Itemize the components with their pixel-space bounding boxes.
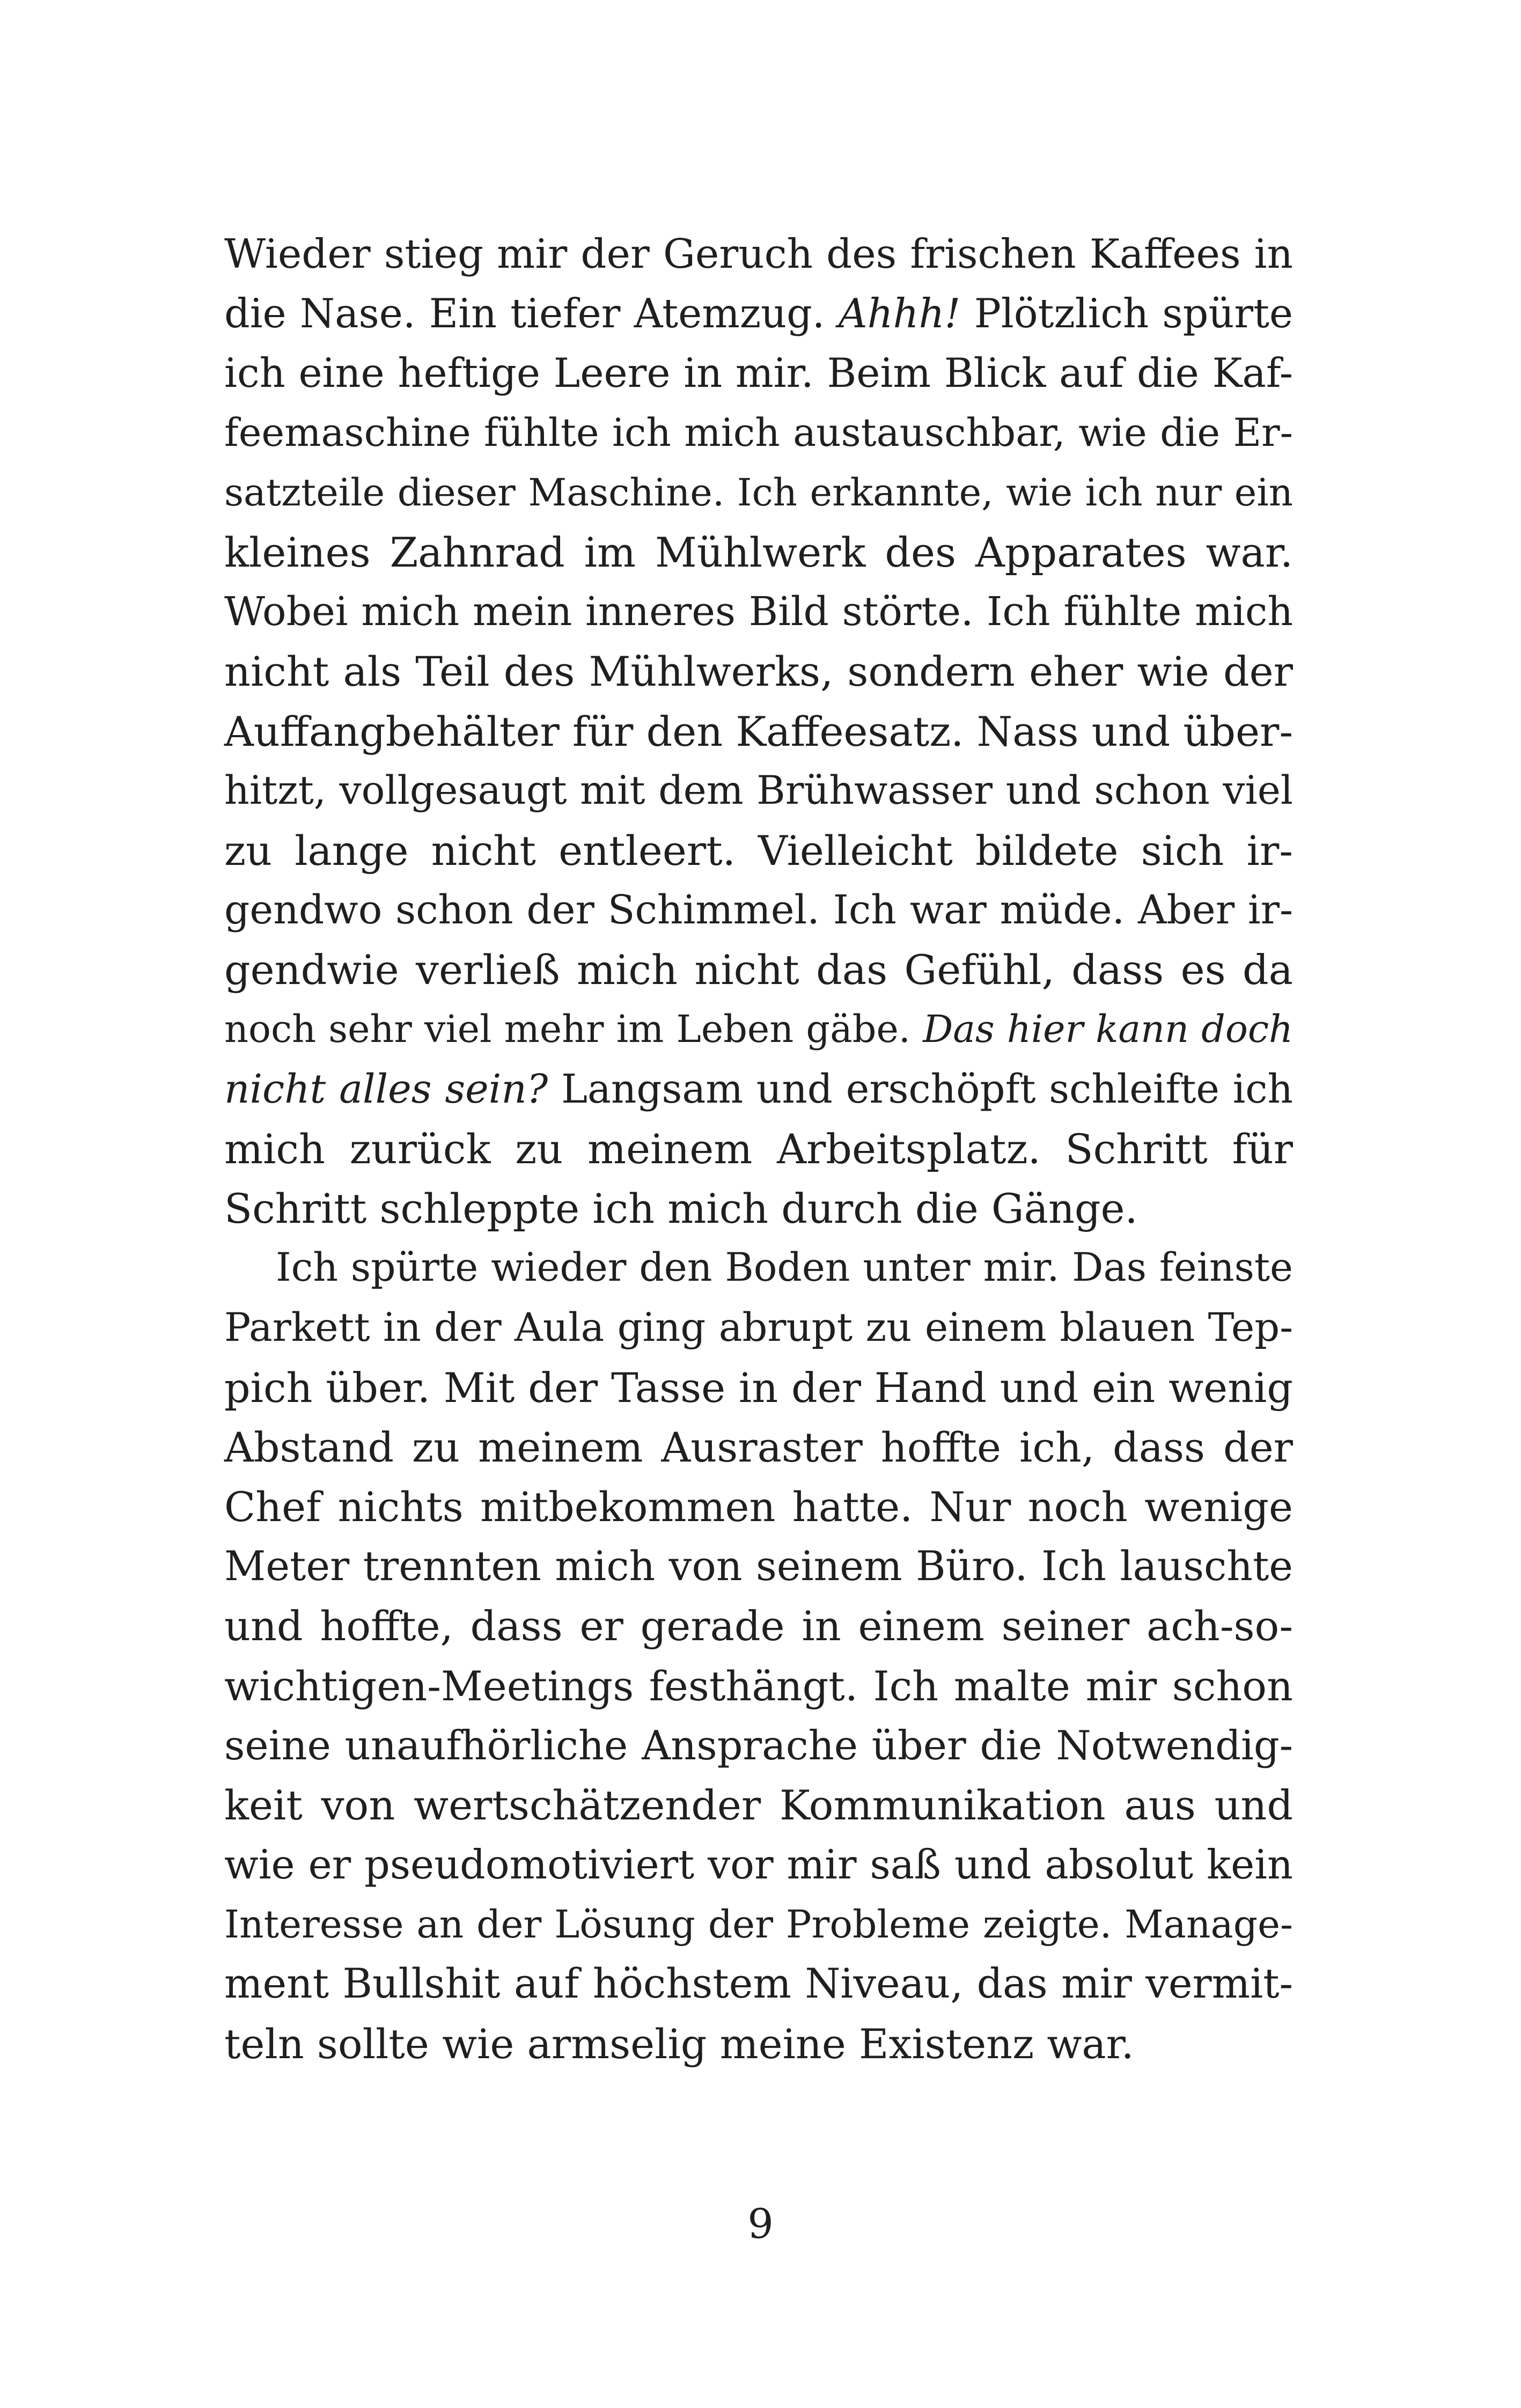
- text-run: Langsam und erschöpft schleifte ich: [548, 1066, 1293, 1112]
- text-line: [224, 880, 1293, 940]
- text-line: [224, 940, 1293, 1000]
- text-line: [224, 702, 1293, 761]
- text-run: Wobei mich mein inneres Bild störte. Ich fühlte mich: [224, 589, 1293, 635]
- text-line: [224, 343, 1293, 403]
- text-run: ich eine heftige Leere in mir. Beim Blick auf die Kaf-: [224, 350, 1293, 397]
- text-run: seine unaufhörliche Ansprache über die Notwendig-: [224, 1722, 1293, 1769]
- text-run: nicht als Teil des Mühlwerks, sondern eher wie der: [224, 648, 1293, 696]
- text-run: mich zurück zu meinem Arbeitsplatz. Schritt für: [224, 1125, 1293, 1173]
- text-line: [224, 1954, 1293, 2014]
- text-run: satzteile dieser Maschine. Ich erkannte, wie ich nur ein: [224, 470, 1293, 515]
- text-line: [224, 284, 1293, 343]
- text-run: Interesse an der Lösung der Probleme zeigte. Manage-: [224, 1902, 1293, 1947]
- text-line: [224, 1656, 1293, 1716]
- text-line: [224, 1537, 1293, 1596]
- text-run: wichtigen-Meetings festhängt. Ich malte mir schon: [224, 1662, 1293, 1710]
- text-line: [224, 761, 1293, 821]
- text-run: feemaschine fühlte ich mich austauschbar, wie die Er-: [224, 410, 1293, 456]
- text-run: Auffangbehälter für den Kaffeesatz. Nass und über-: [224, 707, 1293, 755]
- text-run: wie er pseudomotiviert vor mir saß und absolut kein: [224, 1841, 1293, 1889]
- text-run: Plötzlich spürte: [960, 290, 1293, 337]
- text-line: [224, 1238, 1293, 1298]
- text-run: Meter trennten mich von seinem Büro. Ich lauschte: [224, 1543, 1293, 1590]
- italic-text: Das hier kann doch: [923, 1008, 1294, 1052]
- text-run: keit von wertschätzender Kommunikation aus und: [224, 1781, 1293, 1829]
- text-run: Ich spürte wieder den Boden unter mir. Das feinste: [276, 1245, 1293, 1291]
- text-line: [224, 1060, 1293, 1119]
- text-run: teln sollte wie armselig meine Existenz war.: [224, 2020, 1134, 2068]
- text-line: [224, 1716, 1293, 1775]
- text-line: [224, 1119, 1293, 1179]
- text-run: gendwo schon der Schimmel. Ich war müde. Aber ir-: [224, 887, 1293, 934]
- text-line: [224, 224, 1293, 284]
- text-line: [224, 2014, 1293, 2074]
- italic-text: nicht alles sein?: [224, 1066, 548, 1112]
- text-run: Schritt schleppte ich mich durch die Gänge.: [224, 1185, 1138, 1232]
- text-line: [224, 642, 1293, 701]
- text-line: [224, 582, 1293, 642]
- text-line: [224, 1477, 1293, 1537]
- text-run: kleines Zahnrad im Mühlwerk des Apparates war.: [224, 528, 1293, 576]
- text-run: hitzt, vollgesaugt mit dem Brühwasser und schon viel: [224, 768, 1293, 813]
- text-line: [224, 1835, 1293, 1895]
- text-line: [224, 1298, 1293, 1357]
- text-run: und hoffte, dass er gerade in einem seiner ach-so-: [224, 1602, 1293, 1650]
- text-line: [224, 1179, 1293, 1238]
- text-run: Wieder stieg mir der Geruch des frischen Kaffees in: [224, 230, 1293, 277]
- text-line: [224, 1895, 1293, 1954]
- text-line: [224, 1775, 1293, 1835]
- text-run: pich über. Mit der Tasse in der Hand und ein wenig: [224, 1363, 1293, 1412]
- text-run: noch sehr viel mehr im Leben gäbe.: [224, 1008, 923, 1052]
- page-number: 9: [747, 2200, 774, 2248]
- body-text: [224, 224, 1293, 2074]
- text-run: Chef nichts mitbekommen hatte. Nur noch wenige: [224, 1482, 1293, 1531]
- text-run: Abstand zu meinem Ausraster hoffte ich, dass der: [224, 1423, 1293, 1471]
- text-line: [224, 1596, 1293, 1656]
- text-line: [224, 821, 1293, 880]
- text-run: die Nase. Ein tiefer Atemzug.: [224, 290, 839, 337]
- text-run: zu lange nicht entleert. Vielleicht bildete sich ir-: [224, 826, 1293, 875]
- text-run: ment Bullshit auf höchstem Niveau, das mir vermit-: [224, 1960, 1293, 2008]
- italic-text: Ahhh!: [838, 290, 961, 337]
- text-run: gendwie verließ mich nicht das Gefühl, dass es da: [224, 946, 1293, 994]
- text-line: [224, 1358, 1293, 1418]
- text-line: [224, 1000, 1293, 1059]
- text-line: [224, 1418, 1293, 1477]
- text-line: [224, 403, 1293, 463]
- text-line: [224, 463, 1293, 523]
- text-run: Parkett in der Aula ging abrupt zu einem blauen Tep-: [224, 1305, 1293, 1351]
- text-line: [224, 523, 1293, 582]
